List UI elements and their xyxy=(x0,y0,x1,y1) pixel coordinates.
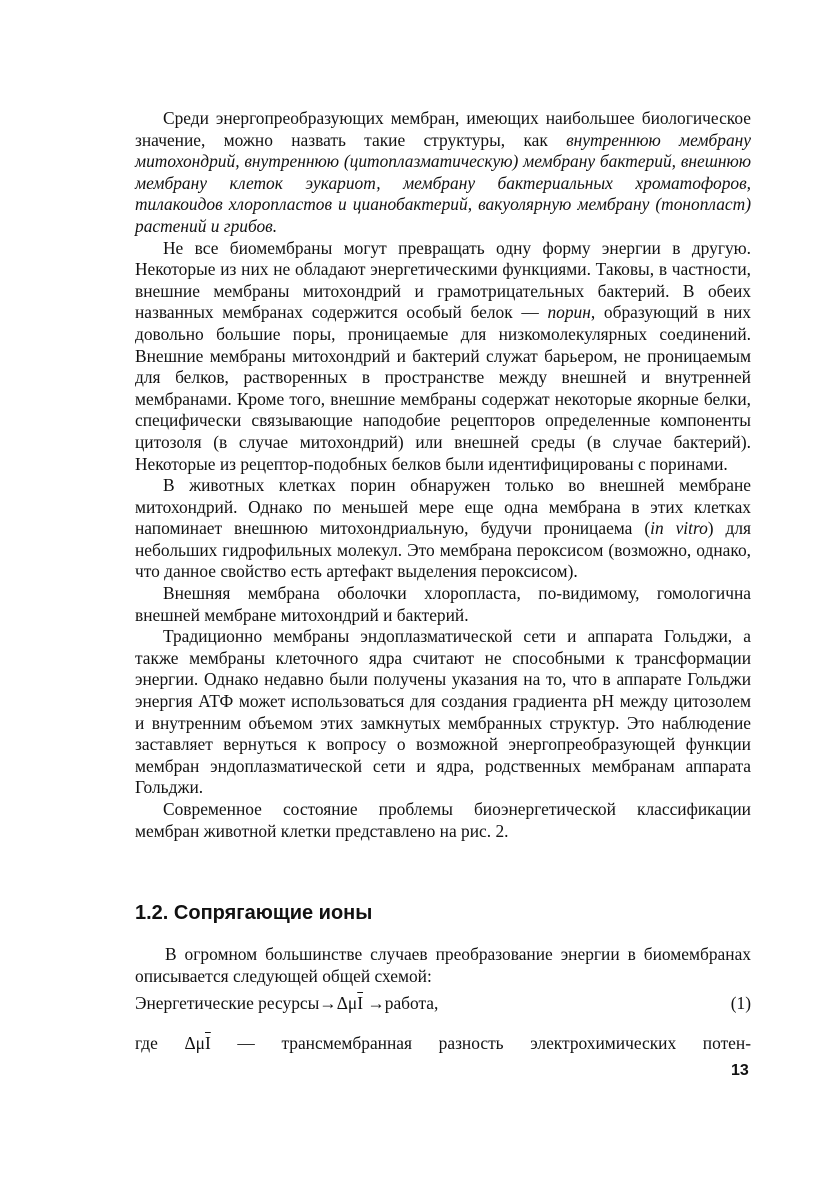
paragraph-1 xyxy=(135,108,751,238)
paragraph-3-text-c: ) для небольших гидрофильных молекул. Это мембрана пероксисом (возможно, однако, что данное свойство есть артефакт выделения пероксисом). xyxy=(135,518,752,582)
where-prefix: где xyxy=(135,1033,185,1053)
paragraph-2-italic: порин xyxy=(547,302,591,323)
equation-body xyxy=(135,992,438,1014)
equation-left: Энергетические ресурсы→ xyxy=(135,993,337,1013)
paragraph-2 xyxy=(135,238,751,476)
equation-delta-mu: Δμ xyxy=(336,993,358,1013)
paragraph-3-text-a: В животных клетках порин обнаружен только во внешней мембране митохондрий. Однако по меньшей мере еще одна мембрана в этих клетках напоминает внешнюю митохондриальную, будучи проницаема ( xyxy=(135,475,751,539)
equation-1 xyxy=(135,992,751,1014)
where-rest: — трансмембранная разность электрохимических потен- xyxy=(210,1033,751,1053)
equation-mu-bar: $\overline{I}$ xyxy=(357,993,364,1013)
paragraph-1-italic: внутреннюю мембрану митохондрий, внутреннюю (цитоплазматическую) мембрану бактерий, внешнюю мембрану клеток эукариот, мембрану бактериальных хроматофоров, тилакоидов хлоропластов и цианобактерий, вакуолярную мембрану (тонопласт) растений и грибов. xyxy=(135,129,751,236)
where-mu-bar: $\overline{I}$ xyxy=(204,1033,211,1053)
equation-number: (1) xyxy=(730,993,751,1013)
paragraph-4: Внешняя мембрана оболочки хлоропласта, по-видимому, гомологична внешней мембране митохондрий и бактерий. xyxy=(135,583,751,625)
paragraph-2-text-c: , образующий в них довольно большие поры, проницаемые для низкомолекулярных соединений. Внешние мембраны митохондрий и бактерий служат барьером, не проницаемым для белков, растворенных в пространстве между внешней и внутренней мембранами. Кроме того, внешние мембраны содержат некоторые якорные белки, специфически связывающие наподобие рецепторов определенные компоненты цитозоля (в случае митохондрий) или внешней среды (в случае бактерий). Некоторые из рецептор-подобных белков были идентифицированы с поринами. xyxy=(135,302,751,474)
equation-right: →работа, xyxy=(363,993,439,1013)
page-number: 13 xyxy=(731,1062,749,1079)
section-heading: 1.2. Сопрягающие ионы xyxy=(135,902,373,924)
main-text xyxy=(135,108,751,842)
paragraph-1-text: Среди энергопреобразующих мембран, имеющих наибольшее биологическое значение, можно назвать такие структуры, как xyxy=(135,108,751,150)
section-intro xyxy=(135,944,751,987)
where-delta-mu: Δμ xyxy=(184,1033,205,1053)
paragraph-2-text-a: Не все биомембраны могут превращать одну форму энергии в другую. Некоторые из них не обладают энергетическими функциями. Таковы, в частности, внешние мембраны митохондрий и грамотрицательных бактерий. В обеих названных мембранах содержится особый белок — xyxy=(135,237,751,323)
paragraph-3 xyxy=(135,475,751,583)
paragraph-6: Современное состояние проблемы биоэнергетической классификации мембран животной клетки представлено на рис. 2. xyxy=(135,799,751,841)
paragraph-5: Традиционно мембраны эндоплазматической сети и аппарата Гольджи, а также мембраны клеточного ядра считают не способными к трансформации энергии. Однако недавно были получены указания на то, что в аппарате Гольджи энергия АТФ может использоваться для создания градиента pH между цитозолем и внутренним объемом этих замкнутых мембранных структур. Это наблюдение заставляет вернуться к вопросу о возможной энергопреобразующей функции мембран эндоплазматической сети и ядра, родственных мембранам аппарата Гольджи. xyxy=(135,626,751,798)
where-line xyxy=(135,1032,751,1054)
section-intro-text: В огромном большинстве случаев преобразование энергии в биомембранах описывается следующей общей схемой: xyxy=(135,944,751,986)
paragraph-3-italic: in vitro xyxy=(650,518,708,539)
